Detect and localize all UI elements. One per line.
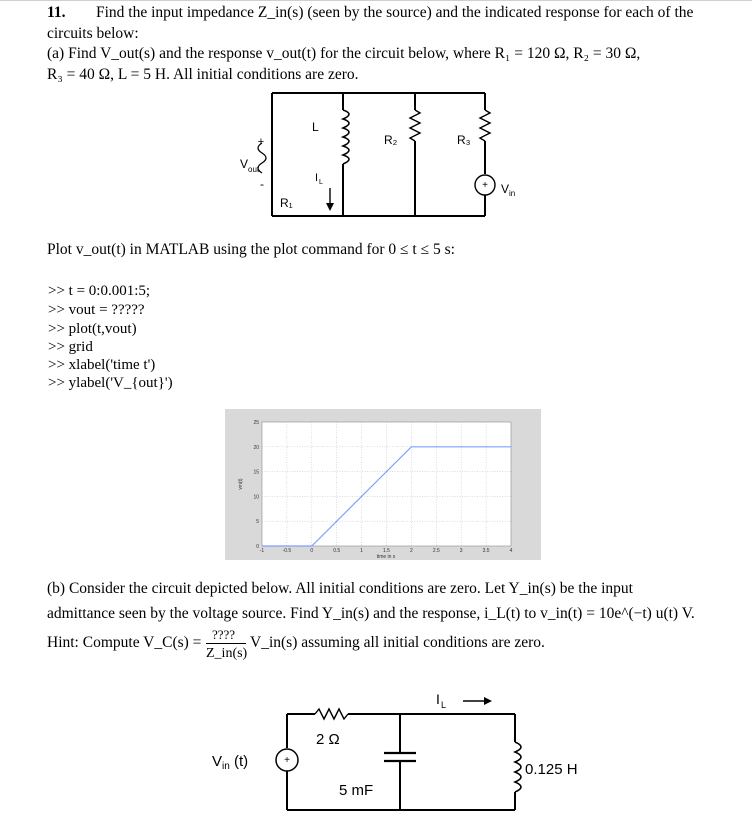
r2-label: R₂ [384,133,398,147]
problem-number: 11. [47,4,66,21]
problem-intro: Find the input impedance Z_in(s) (seen by the source) and the indicated response for each of the [96,4,694,21]
hint-denominator: Z_in(s) [206,646,248,661]
code-line-3: >> plot(t,vout) [48,321,137,337]
x-tick-label: 0.5 [333,548,341,554]
vin-b-arg: (t) [234,753,249,770]
source-b-plus: + [284,755,290,766]
top-rule [0,0,752,1]
r3-label: R₃ [457,133,471,147]
y-tick-label: 25 [253,420,259,426]
code-line-2: >> vout = ????? [48,302,145,318]
il-b-label: I [436,691,440,707]
hint-prefix: Hint: Compute V_C(s) = [47,634,202,651]
part-a-line-1: (a) Find V_out(s) and the response v_out(t) for the circuit below, where R₁ = 120 Ω, R₂ = 30 Ω, [47,45,641,62]
vin-b-label: V [212,753,223,770]
y-tick-label: 15 [253,469,259,476]
y-tick-label: 5 [256,519,259,526]
part-b-line-2: admittance seen by the voltage source. Find Y_in(s) and the response, i_L(t) to v_in(t) = 10e^(−t) u(t) V. [47,605,695,622]
circuit-b-diagram [200,680,620,830]
vin-label: V [501,182,510,196]
x-tick-label: 4 [509,548,513,554]
il-label: I [315,172,319,184]
part-a-line-2: R₃ = 40 Ω, L = 5 H. All initial conditions are zero. [47,66,359,83]
hint-suffix: V_in(s) assuming all initial conditions are zero. [250,634,545,651]
plot-instruction: Plot v_out(t) in MATLAB using the plot command for 0 ≤ t ≤ 5 s: [47,241,455,258]
x-tick-label: 3 [459,548,463,554]
source-plus: + [482,180,488,191]
il-sub: L [319,179,323,186]
problem-intro-2: circuits below: [47,25,139,42]
il-b-sub: L [441,700,447,710]
x-tick-label: 2 [410,548,413,554]
x-tick-label: 1.5 [383,548,390,554]
x-tick-label: -1 [259,548,265,554]
inductor-label: L [312,120,319,134]
x-tick-label: -0.5 [282,548,292,554]
x-tick-label: 1 [360,548,363,554]
vout-label: V [240,157,249,171]
code-line-5: >> xlabel('time t') [48,357,156,373]
inductor-b-label: 0.125 H [525,761,578,778]
x-tick-label: 0 [310,548,314,554]
vout-minus: - [260,177,264,191]
y-axis-label: vin(t) [238,478,244,490]
vout-plus: + [257,136,265,148]
vout-sub: out [248,165,260,174]
x-axis-label: time in s [376,554,396,560]
hint-fraction-bar [206,643,246,644]
r1-label: R₁ [280,196,293,210]
resistor-b-label: 2 Ω [316,731,340,748]
y-tick-label: 10 [253,494,259,501]
x-tick-label: 2.5 [432,548,440,554]
code-line-6: >> ylabel('V_{out}') [48,375,173,391]
circuit-a-diagram [220,88,540,228]
y-tick-label: 0 [256,544,259,550]
y-tick-label: 20 [253,444,259,451]
code-line-1: >> t = 0:0.001:5; [48,283,151,299]
vin-sub: in [509,189,516,198]
hint-numerator: ???? [212,627,236,642]
code-line-4: >> grid [48,339,93,355]
matlab-plot [225,409,541,560]
x-tick-label: 3.5 [482,548,490,554]
vin-b-sub: in [222,761,230,772]
part-b-line-1: (b) Consider the circuit depicted below. All initial conditions are zero. Let Y_in(s) be the input [47,580,633,597]
capacitor-b-label: 5 mF [339,782,374,799]
